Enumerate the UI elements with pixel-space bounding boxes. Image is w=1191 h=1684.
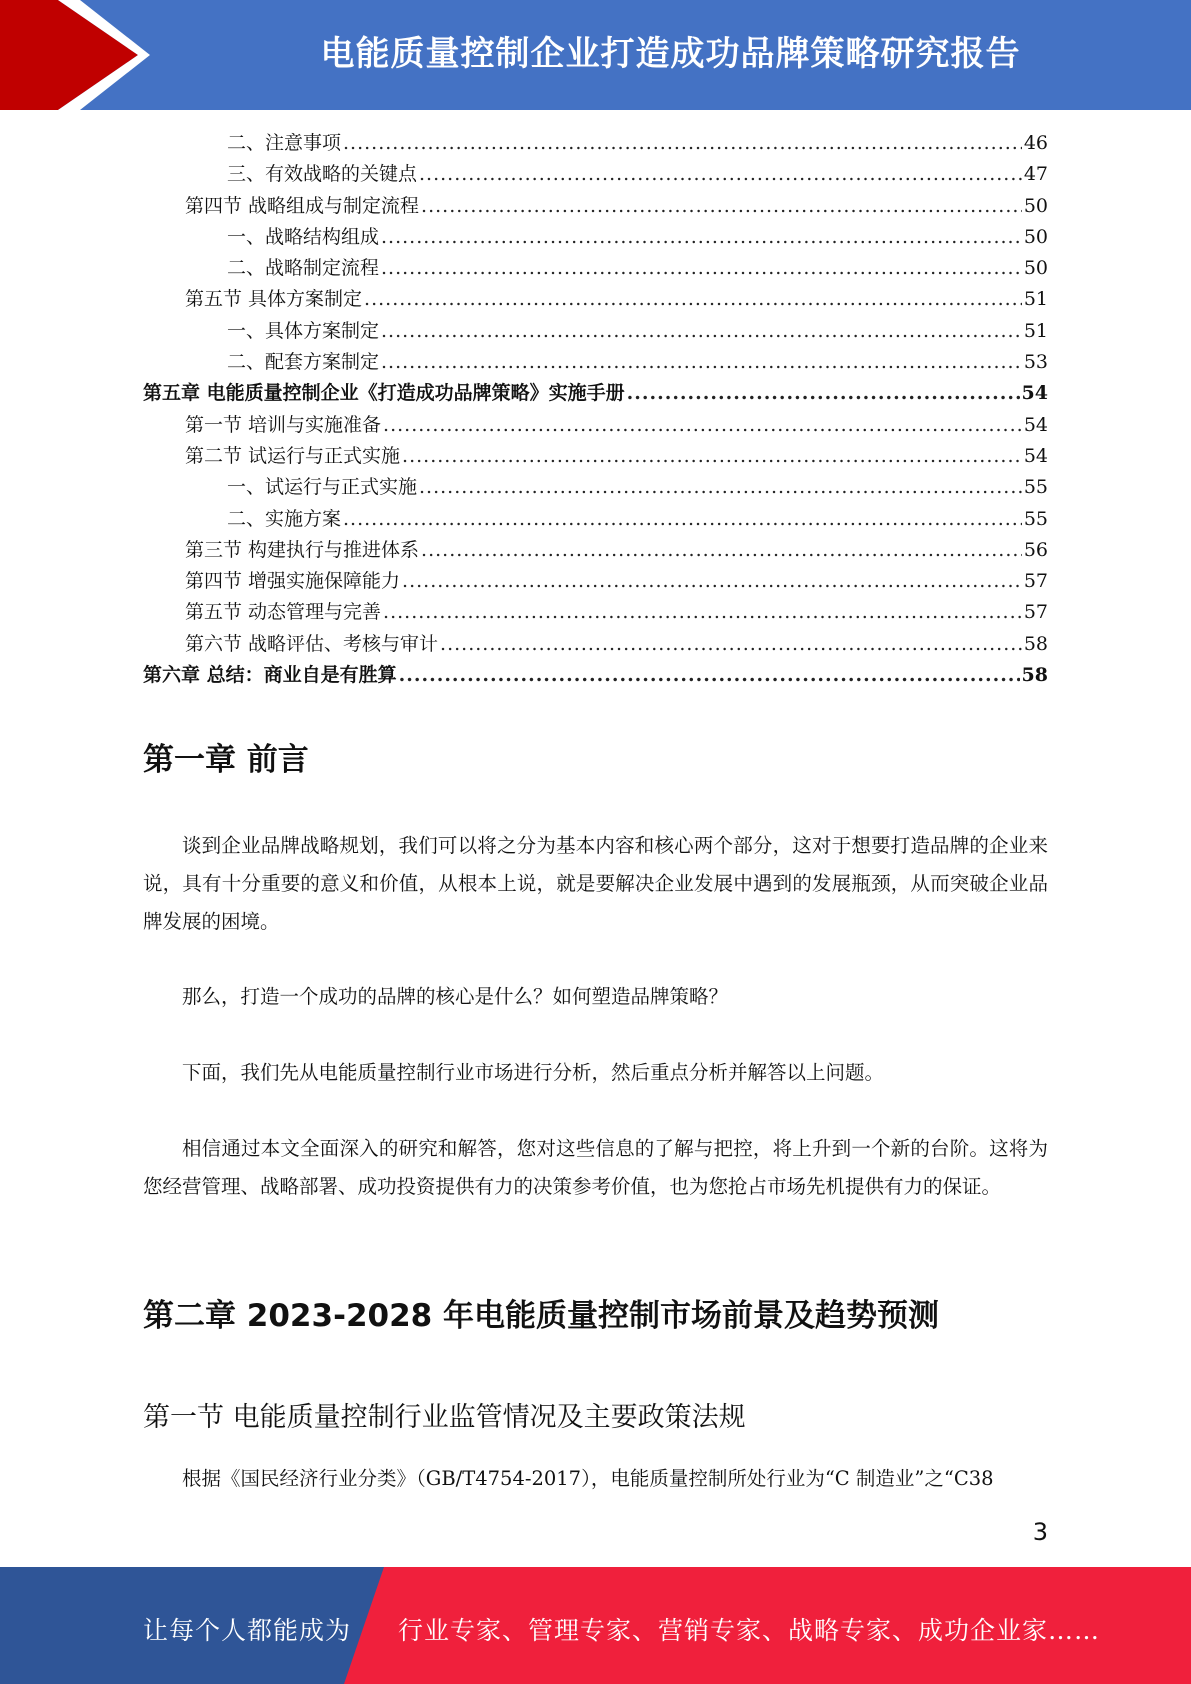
- toc-entry[interactable]: [143, 128, 1048, 159]
- toc-entry-page: 51: [1023, 288, 1048, 311]
- toc-leader-dots: [399, 660, 1020, 691]
- toc-entry[interactable]: [143, 535, 1048, 566]
- toc-entry-title: 第四节 战略组成与制定流程: [185, 194, 420, 217]
- toc-entry-title: 二、配套方案制定: [227, 351, 380, 374]
- toc-entry[interactable]: [143, 222, 1048, 253]
- toc-entry[interactable]: [143, 472, 1048, 503]
- toc-entry-title: 三、有效战略的关键点: [227, 163, 418, 186]
- toc-entry-page: 56: [1023, 538, 1048, 561]
- toc-entry[interactable]: [143, 316, 1048, 347]
- toc-entry-page: 54: [1023, 413, 1048, 436]
- toc-entry[interactable]: [143, 253, 1048, 284]
- toc-entry-page: 58: [1023, 632, 1048, 655]
- toc-entry-title: 第二节 试运行与正式实施: [185, 444, 401, 467]
- toc-entry-title: 第五章 电能质量控制企业《打造成功品牌策略》实施手册: [143, 382, 625, 405]
- paragraph-2: 那么，打造一个成功的品牌的核心是什么？如何塑造品牌策略？: [182, 985, 729, 1008]
- toc-entry-title: 第一节 培训与实施准备: [185, 413, 382, 436]
- toc-entry-page: 47: [1023, 163, 1048, 186]
- toc-entry-title: 一、战略结构组成: [227, 225, 380, 248]
- toc-entry[interactable]: [143, 504, 1048, 535]
- table-of-contents: [143, 128, 1048, 691]
- toc-entry[interactable]: [143, 284, 1048, 315]
- toc-leader-dots: [421, 535, 1022, 566]
- toc-entry-title: 一、具体方案制定: [227, 319, 380, 342]
- paragraph-5: 根据《国民经济行业分类》（GB/T4754-2017），电能质量控制所处行业为“C 制造业”之“C38: [182, 1467, 994, 1490]
- page-footer: [0, 1567, 1191, 1684]
- toc-entry-title: 二、战略制定流程: [227, 257, 380, 280]
- chapter-2-title: 第二章 2023-2028 年电能质量控制市场前景及趋势预测: [143, 1298, 940, 1334]
- toc-leader-dots: [402, 566, 1022, 597]
- toc-entry[interactable]: [143, 191, 1048, 222]
- paragraph-1: 谈到企业品牌战略规划，我们可以将之分为基本内容和核心两个部分，这对于想要打造品牌的企业来说，具有十分重要的意义和价值，从根本上说，就是要解决企业发展中遇到的发展瓶颈，从而突破企业品牌发展的困境。: [143, 834, 1048, 933]
- toc-leader-dots: [402, 441, 1022, 472]
- toc-entry[interactable]: [143, 597, 1048, 628]
- toc-leader-dots: [419, 472, 1022, 503]
- report-title: 电能质量控制企业打造成功品牌策略研究报告: [320, 34, 1021, 74]
- toc-entry-page: 50: [1023, 225, 1048, 248]
- toc-leader-dots: [627, 378, 1020, 409]
- toc-entry[interactable]: [143, 378, 1048, 409]
- page-header: [0, 0, 1191, 110]
- page-number: 3: [1032, 1518, 1048, 1546]
- toc-entry-title: 第六章 总结：商业自是有胜算: [143, 664, 397, 687]
- toc-entry-title: 第五节 具体方案制定: [185, 288, 363, 311]
- toc-leader-dots: [343, 128, 1022, 159]
- toc-entry-page: 46: [1023, 132, 1048, 154]
- toc-entry-page: 54: [1021, 382, 1048, 405]
- toc-leader-dots: [381, 316, 1022, 347]
- toc-leader-dots: [383, 410, 1022, 441]
- toc-entry-page: 54: [1023, 444, 1048, 467]
- toc-entry-page: 50: [1023, 257, 1048, 280]
- toc-entry-title: 第六节 战略评估、考核与审计: [185, 632, 439, 655]
- toc-entry[interactable]: [143, 410, 1048, 441]
- toc-leader-dots: [383, 597, 1022, 628]
- section-1-title: 第一节 电能质量控制行业监管情况及主要政策法规: [143, 1402, 746, 1433]
- toc-leader-dots: [421, 191, 1022, 222]
- toc-entry-page: 53: [1023, 351, 1048, 374]
- toc-entry-title: 第四节 增强实施保障能力: [185, 570, 401, 593]
- paragraph-4: 相信通过本文全面深入的研究和解答，您对这些信息的了解与把控，将上升到一个新的台阶。这将为您经营管理、战略部署、成功投资提供有力的决策参考价值，也为您抢占市场先机提供有力的保证。: [143, 1137, 1048, 1198]
- toc-leader-dots: [419, 159, 1022, 190]
- toc-entry-page: 55: [1023, 476, 1048, 499]
- toc-entry-title: 第三节 构建执行与推进体系: [185, 538, 420, 561]
- toc-entry[interactable]: [143, 629, 1048, 660]
- toc-entry[interactable]: [143, 566, 1048, 597]
- toc-entry-page: 58: [1021, 664, 1048, 687]
- toc-entry-page: 55: [1023, 507, 1048, 530]
- toc-leader-dots: [440, 629, 1022, 660]
- toc-entry-page: 51: [1023, 319, 1048, 342]
- footer-slogan-left: 让每个人都能成为: [143, 1616, 352, 1645]
- toc-leader-dots: [364, 284, 1022, 315]
- toc-entry-page: 50: [1023, 194, 1048, 217]
- paragraph-3: 下面，我们先从电能质量控制行业市场进行分析，然后重点分析并解答以上问题。: [182, 1061, 885, 1084]
- toc-entry-page: 57: [1023, 601, 1048, 624]
- toc-entry-title: 第五节 动态管理与完善: [185, 601, 382, 624]
- toc-leader-dots: [381, 222, 1022, 253]
- chapter-1-title: 第一章 前言: [143, 742, 309, 778]
- toc-entry-page: 57: [1023, 570, 1048, 593]
- toc-entry[interactable]: [143, 159, 1048, 190]
- toc-leader-dots: [343, 504, 1022, 535]
- footer-slogan-right: 行业专家、管理专家、营销专家、战略专家、成功企业家……: [398, 1616, 1101, 1645]
- toc-entry[interactable]: [143, 441, 1048, 472]
- toc-leader-dots: [381, 253, 1022, 284]
- toc-leader-dots: [381, 347, 1022, 378]
- toc-entry-title: 二、注意事项: [227, 132, 342, 154]
- toc-entry[interactable]: [143, 347, 1048, 378]
- toc-entry-title: 一、试运行与正式实施: [227, 476, 418, 499]
- toc-entry-title: 二、实施方案: [227, 507, 342, 530]
- toc-entry[interactable]: [143, 660, 1048, 691]
